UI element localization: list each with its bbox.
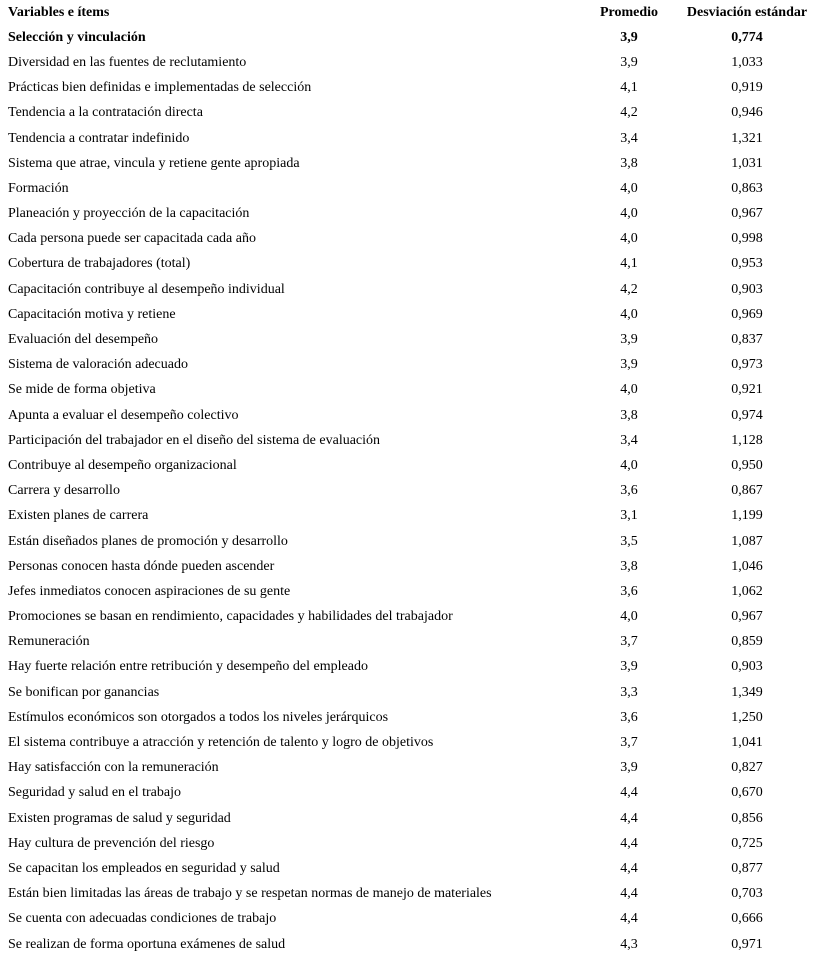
desviacion-value: 0,877 [731,860,763,876]
table-row [0,705,830,730]
promedio-value: 4,2 [620,105,638,121]
desviacion-value: 0,666 [731,911,763,927]
promedio-value: 4,1 [620,256,638,272]
item-label: Prácticas bien definidas e implementadas de selección [8,80,312,96]
table-body [0,25,830,957]
promedio-value: 4,0 [620,609,638,625]
desviacion-value: 0,950 [731,457,763,473]
table-row [0,202,830,227]
desviacion-value: 0,946 [731,105,763,121]
table-row [0,227,830,252]
table-row [0,151,830,176]
promedio-value: 3,3 [620,684,638,700]
item-label: Contribuye al desempeño organizacional [8,457,237,473]
promedio-value: 3,9 [620,29,638,45]
item-label: Formación [8,180,69,196]
promedio-value: 3,9 [620,54,638,70]
table-row [0,327,830,352]
item-label: Sistema que atrae, vincula y retiene gente apropiada [8,155,300,171]
promedio-value: 3,8 [620,558,638,574]
item-label: Apunta a evaluar el desempeño colectivo [8,407,239,423]
table-row [0,655,830,680]
table-row [0,302,830,327]
promedio-value: 3,5 [620,533,638,549]
desviacion-value: 0,974 [731,407,763,423]
promedio-value: 4,0 [620,231,638,247]
table-row [0,25,830,50]
table-row [0,605,830,630]
promedio-value: 3,6 [620,583,638,599]
promedio-value: 4,0 [620,457,638,473]
promedio-value: 3,6 [620,709,638,725]
desviacion-value: 1,321 [731,130,763,146]
item-label: Estímulos económicos son otorgados a todos los niveles jerárquicos [8,709,389,725]
table-row [0,630,830,655]
table-row [0,907,830,932]
table-row [0,277,830,302]
item-label: Capacitación motiva y retiene [8,306,176,322]
table-row [0,252,830,277]
desviacion-value: 1,031 [731,155,763,171]
table-row [0,76,830,101]
promedio-value: 3,8 [620,155,638,171]
desviacion-value: 1,041 [731,735,763,751]
item-label: Capacitación contribuye al desempeño individual [8,281,285,297]
desviacion-value: 0,903 [731,659,763,675]
promedio-value: 4,3 [620,936,638,952]
promedio-value: 4,2 [620,281,638,297]
desviacion-value: 0,867 [731,483,763,499]
item-label: Sistema de valoración adecuado [8,357,188,373]
item-label: Diversidad en las fuentes de reclutamiento [8,54,247,70]
table-row [0,756,830,781]
table-row [0,882,830,907]
promedio-value: 3,7 [620,735,638,751]
desviacion-value: 0,953 [731,256,763,272]
desviacion-value: 0,973 [731,357,763,373]
item-label: Promociones se basan en rendimiento, capacidades y habilidades del trabajador [8,609,453,625]
promedio-value: 3,6 [620,483,638,499]
item-label: Se bonifican por ganancias [8,684,160,700]
table-row [0,504,830,529]
item-label: Se capacitan los empleados en seguridad y salud [8,860,280,876]
table-row [0,680,830,705]
promedio-value: 4,1 [620,80,638,96]
item-label: El sistema contribuye a atracción y retención de talento y logro de objetivos [8,735,434,751]
item-label: Hay satisfacción con la remuneración [8,760,219,776]
table-row [0,554,830,579]
desviacion-value: 0,725 [731,835,763,851]
item-label: Hay fuerte relación entre retribución y desempeño del empleado [8,659,368,675]
item-label: Existen programas de salud y seguridad [8,810,231,826]
item-label: Remuneración [8,634,90,650]
item-label: Selección y vinculación [8,29,146,45]
table-row [0,831,830,856]
desviacion-value: 0,774 [731,29,763,45]
desviacion-value: 0,967 [731,206,763,222]
desviacion-value: 0,837 [731,332,763,348]
table-row [0,529,830,554]
table-row [0,353,830,378]
desviacion-value: 1,087 [731,533,763,549]
desviacion-value: 0,967 [731,609,763,625]
desviacion-value: 0,827 [731,760,763,776]
item-label: Están diseñados planes de promoción y desarrollo [8,533,288,549]
desviacion-value: 0,969 [731,306,763,322]
item-label: Existen planes de carrera [8,508,149,524]
promedio-value: 4,4 [620,785,638,801]
desviacion-value: 1,250 [731,709,763,725]
desviacion-value: 0,921 [731,382,763,398]
promedio-value: 3,8 [620,407,638,423]
desviacion-value: 0,919 [731,80,763,96]
promedio-value: 4,4 [620,911,638,927]
promedio-value: 3,1 [620,508,638,524]
desviacion-value: 0,863 [731,180,763,196]
item-label: Planeación y proyección de la capacitación [8,206,250,222]
desviacion-value: 1,349 [731,684,763,700]
promedio-value: 4,4 [620,810,638,826]
desviacion-value: 0,703 [731,886,763,902]
table-row [0,806,830,831]
promedio-value: 4,0 [620,180,638,196]
item-label: Seguridad y salud en el trabajo [8,785,182,801]
table-row [0,781,830,806]
desviacion-value: 0,670 [731,785,763,801]
table-row [0,403,830,428]
promedio-value: 4,4 [620,835,638,851]
item-label: Jefes inmediatos conocen aspiraciones de su gente [8,583,291,599]
promedio-value: 3,4 [620,432,638,448]
item-label: Tendencia a contratar indefinido [8,130,190,146]
item-label: Cada persona puede ser capacitada cada año [8,231,256,247]
desviacion-value: 0,903 [731,281,763,297]
item-label: Tendencia a la contratación directa [8,105,203,121]
table-row [0,730,830,755]
desviacion-value: 1,046 [731,558,763,574]
desviacion-value: 1,062 [731,583,763,599]
promedio-value: 4,0 [620,306,638,322]
desviacion-value: 0,856 [731,810,763,826]
desviacion-value: 1,199 [731,508,763,524]
table-row [0,101,830,126]
table-row [0,453,830,478]
table-row [0,932,830,957]
desviacion-value: 1,033 [731,54,763,70]
table-row [0,856,830,881]
item-label: Evaluación del desempeño [8,332,159,348]
table-row [0,378,830,403]
desviacion-value: 0,859 [731,634,763,650]
item-label: Se mide de forma objetiva [8,382,156,398]
table-header-row [0,0,830,25]
table-row [0,50,830,75]
promedio-value: 4,0 [620,382,638,398]
column-header-promedio: Promedio [599,4,659,20]
item-label: Cobertura de trabajadores (total) [8,256,191,272]
promedio-value: 3,7 [620,634,638,650]
promedio-value: 3,9 [620,332,638,348]
promedio-value: 4,0 [620,206,638,222]
desviacion-value: 0,998 [731,231,763,247]
column-header-desviacion: Desviación estándar [686,4,808,20]
item-label: Están bien limitadas las áreas de trabajo y se respetan normas de manejo de materiales [8,886,492,902]
promedio-value: 4,4 [620,860,638,876]
promedio-value: 4,4 [620,886,638,902]
table-row [0,579,830,604]
promedio-value: 3,9 [620,357,638,373]
table-row [0,126,830,151]
table-row [0,428,830,453]
item-label: Carrera y desarrollo [8,483,120,499]
item-label: Personas conocen hasta dónde pueden ascender [8,558,275,574]
desviacion-value: 0,971 [731,936,763,952]
desviacion-value: 1,128 [731,432,763,448]
promedio-value: 3,4 [620,130,638,146]
item-label: Participación del trabajador en el diseño del sistema de evaluación [8,432,381,448]
table-row [0,176,830,201]
item-label: Hay cultura de prevención del riesgo [8,835,215,851]
promedio-value: 3,9 [620,659,638,675]
item-label: Se realizan de forma oportuna exámenes de salud [8,936,286,952]
column-header-variables: Variables e ítems [8,4,110,20]
item-label: Se cuenta con adecuadas condiciones de trabajo [8,911,277,927]
table-row [0,479,830,504]
promedio-value: 3,9 [620,760,638,776]
